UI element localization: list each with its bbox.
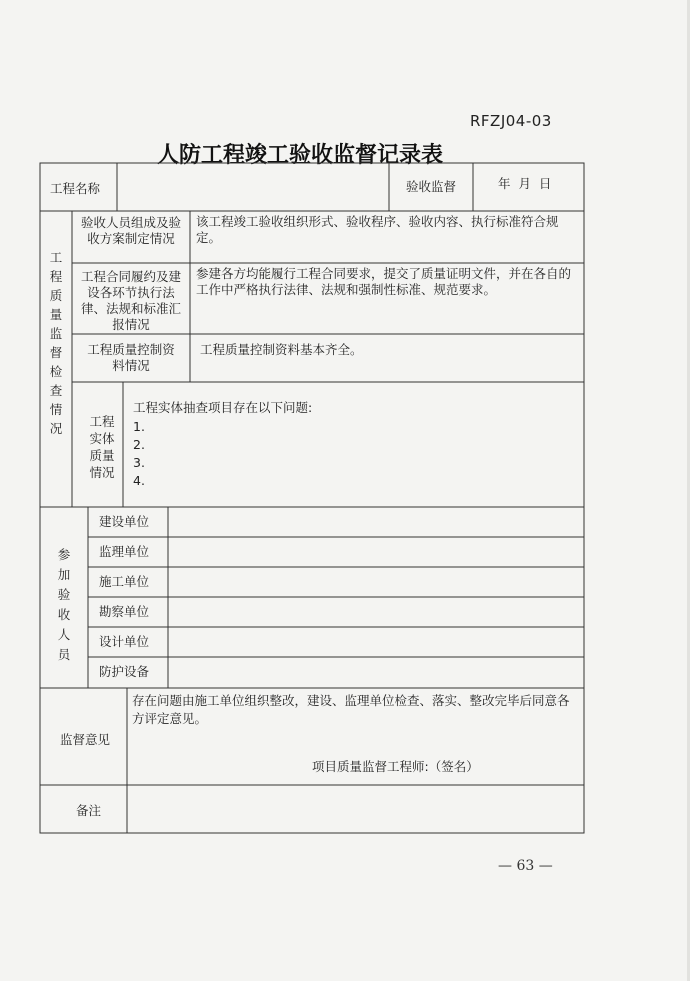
quality-item-3: 工程质量控制资料情况 [87, 342, 175, 373]
unit-supervision-field[interactable] [172, 540, 580, 564]
page-number: — 63 — [498, 858, 553, 874]
remarks-field[interactable] [131, 789, 579, 829]
form-code: RFZJ04-03 [470, 112, 552, 130]
quality-item-1: 验收人员组成及验收方案制定情况 [80, 215, 181, 246]
entity-item-2[interactable]: 2. [133, 437, 145, 452]
unit-design-field[interactable] [172, 630, 580, 654]
remarks-label: 备注 [76, 803, 102, 818]
unit-survey: 勘察单位 [99, 604, 150, 619]
unit-supervision: 监理单位 [99, 544, 150, 559]
entity-item-1[interactable]: 1. [133, 419, 145, 434]
unit-protection-equipment-field[interactable] [172, 660, 580, 684]
unit-construction-field[interactable] [172, 510, 580, 534]
unit-protection-equipment: 防护设备 [99, 664, 150, 679]
acceptance-supervision-label: 验收监督 [405, 179, 456, 194]
opinion-label: 监督意见 [60, 732, 111, 747]
unit-construction: 建设单位 [99, 514, 150, 529]
entity-intro: 工程实体抽查项目存在以下问题: [133, 400, 313, 415]
unit-contractor: 施工单位 [99, 574, 150, 589]
quality-content-1: 该工程竣工验收组织形式、验收程序、验收内容、执行标准符合规定。 [196, 214, 559, 245]
entity-quality-label: 工程实体质量情况 [89, 414, 115, 480]
project-name-label: 工程名称 [50, 181, 101, 196]
quality-content-2: 参建各方均能履行工程合同要求，提交了质量证明文件，并在各自的工作中严格执行法律、法规和强制性标准、规范要求。 [196, 266, 572, 297]
unit-contractor-field[interactable] [172, 570, 580, 594]
quality-content-3: 工程质量控制资料基本齐全。 [200, 342, 363, 357]
participants-label: 参加验收人员 [57, 547, 71, 662]
project-name-field[interactable] [122, 168, 384, 206]
date-field[interactable]: 年 月 日 [498, 176, 552, 191]
unit-survey-field[interactable] [172, 600, 580, 624]
signature-line[interactable]: 项目质量监督工程师:（签名） [312, 759, 479, 774]
opinion-text: 存在问题由施工单位组织整改，建设、监理单位检查、落实、整改完毕后同意各方评定意见。 [132, 693, 570, 726]
quality-item-2: 工程合同履约及建设各环节执行法律、法规和标准汇报情况 [80, 269, 181, 332]
page-title: 人防工程竣工验收监督记录表 [156, 142, 443, 168]
unit-design: 设计单位 [99, 634, 150, 649]
entity-item-4[interactable]: 4. [133, 473, 145, 488]
quality-section-label: 工程质量监督检查情况 [49, 250, 63, 436]
entity-item-3[interactable]: 3. [133, 455, 145, 470]
